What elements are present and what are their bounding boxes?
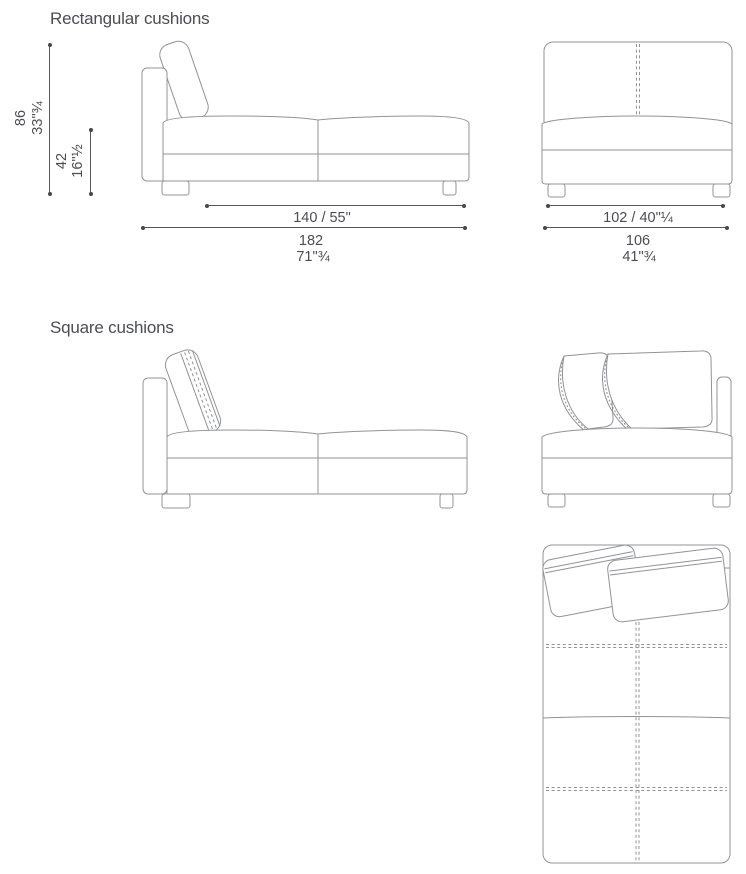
seat-base [167, 430, 467, 494]
dim-label-total-height-cm: 86 [13, 109, 29, 127]
dim-label-total-height-in: 33"¾ [30, 101, 46, 135]
dim-label-front-total-width-cm: 106 [625, 233, 651, 249]
square-front-view-drawing [540, 345, 740, 515]
seat-base [542, 428, 732, 494]
dim-label-seat-depth: 140 / 55" [293, 210, 351, 226]
section-title-square-cushions: Square cushions [50, 318, 174, 337]
dim-label-front-total-width-in: 41"¾ [622, 249, 656, 265]
dim-label-seat-height-in: 16"½ [70, 144, 86, 178]
back-post [143, 378, 167, 494]
rectangular-front-view-drawing [540, 35, 740, 205]
foot [548, 184, 730, 197]
dim-line-total-depth [142, 227, 466, 228]
dim-line-total-height [49, 44, 50, 195]
square-side-view-drawing [135, 345, 475, 515]
seat-base [163, 116, 469, 181]
dim-line-front-seat-width [547, 205, 724, 206]
back-cushion [162, 347, 223, 439]
dim-label-total-depth-cm: 182 [298, 233, 324, 249]
dim-label-seat-height-cm: 42 [54, 152, 70, 170]
dim-label-front-seat-width: 102 / 40"¼ [603, 210, 673, 226]
dim-line-seat-depth [206, 205, 465, 206]
foot [548, 494, 730, 507]
foot [162, 181, 456, 195]
rectangular-side-view-drawing [135, 35, 475, 205]
dim-label-total-depth-in: 71"¾ [296, 249, 330, 265]
section-title-rectangular-cushions: Rectangular cushions [50, 9, 210, 28]
dim-line-seat-height [90, 129, 91, 195]
square-top-view-drawing [540, 540, 740, 870]
dim-line-front-total-width [544, 227, 728, 228]
right-back-cushion [603, 351, 713, 431]
foot [162, 494, 453, 508]
seat-base [542, 116, 732, 184]
